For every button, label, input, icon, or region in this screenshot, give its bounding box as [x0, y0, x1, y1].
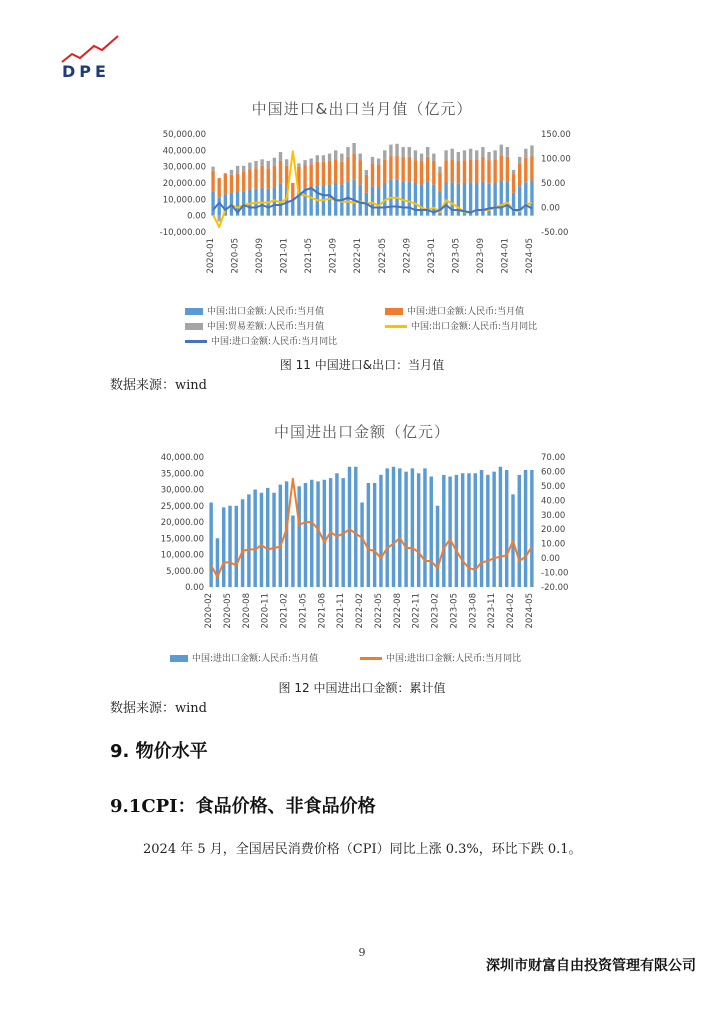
bar [518, 157, 521, 164]
bar [404, 472, 407, 587]
bar [260, 166, 263, 188]
left-tick-label: -10,000.00 [159, 228, 206, 238]
bar [408, 181, 411, 215]
bar [401, 157, 404, 182]
bar [420, 161, 423, 185]
left-tick-label: 50,000.00 [162, 130, 206, 140]
chart2-source: 数据来源：wind [110, 701, 207, 716]
x-tick-label: 2020-05 [223, 593, 234, 629]
bar [463, 160, 466, 183]
bar [398, 468, 401, 587]
bar [423, 468, 426, 587]
bar [500, 145, 503, 156]
bar [322, 155, 325, 162]
right-tick-label: -10.00 [541, 568, 569, 579]
bar [377, 187, 380, 216]
bar [389, 145, 392, 156]
x-tick-label: 2021-08 [317, 593, 328, 629]
x-tick-label: 2023-01 [426, 238, 437, 274]
bar [291, 516, 294, 588]
bar [211, 171, 214, 191]
bar [530, 145, 533, 156]
bar [401, 147, 404, 157]
bar [273, 166, 276, 187]
x-tick-label: 2022-05 [377, 238, 388, 274]
chart1-legend-0: 中国:出口金额:人民币:当月值 [185, 304, 324, 317]
x-tick-label: 2022-09 [402, 238, 413, 274]
bar [211, 191, 214, 216]
chart2-legend-0: 中国:进出口金额:人民币:当月值 [170, 651, 318, 664]
bar [247, 494, 250, 587]
bar [230, 170, 233, 175]
chart1-legend-2: 中国:贸易差额:人民币:当月值 [185, 319, 324, 332]
bar [304, 483, 307, 587]
bar [395, 144, 398, 155]
x-tick-label: 2022-05 [373, 593, 384, 629]
x-tick-label: 2022-01 [353, 238, 364, 274]
bar [417, 473, 420, 587]
chart1-title: 中国进口&出口当月值（亿元） [251, 100, 473, 118]
x-tick-label: 2024-01 [500, 238, 511, 274]
right-tick-label: 20.00 [541, 525, 566, 536]
x-tick-label: 2020-02 [204, 593, 215, 629]
x-tick-label: 2023-05 [449, 593, 460, 629]
right-tick-label: -50.00 [541, 228, 569, 238]
bar [360, 503, 363, 588]
bar [444, 160, 447, 183]
left-tick-label: 40,000.00 [160, 453, 204, 463]
bar [457, 152, 460, 161]
bar [469, 182, 472, 215]
bar [383, 159, 386, 183]
bar [303, 160, 306, 165]
bar [505, 470, 508, 587]
bar [512, 174, 515, 193]
left-tick-label: 20,000.00 [162, 179, 206, 189]
body-paragraph: 2024 年 5 月，全国居民消费价格（CPI）同比上涨 0.3%，环比下跌 0.1。 [143, 842, 582, 857]
bar [492, 472, 495, 587]
bar [218, 198, 221, 216]
bar [506, 147, 509, 157]
bar [401, 181, 404, 215]
right-tick-label: 150.00 [541, 130, 571, 140]
left-tick-label: 10,000.00 [160, 550, 204, 561]
right-tick-label: 100.00 [541, 154, 571, 165]
bar [518, 475, 521, 587]
bar [322, 162, 325, 186]
chart1-legend-1: 中国:进口金额:人民币:当月值 [385, 304, 524, 317]
bar [408, 147, 411, 157]
bar [297, 486, 300, 587]
bar [346, 157, 349, 182]
bar [222, 507, 225, 587]
bar [235, 506, 238, 587]
bar [432, 154, 435, 161]
bar [272, 493, 275, 587]
x-tick-label: 2024-05 [524, 593, 535, 629]
company-name: 深圳市财富自由投资管理有限公司 [486, 958, 696, 974]
right-tick-label: -20.00 [541, 583, 569, 593]
bar [500, 181, 503, 216]
bar [493, 159, 496, 183]
bar [218, 178, 221, 198]
bar [309, 187, 312, 216]
bar [236, 173, 239, 192]
x-tick-label: 2022-08 [392, 593, 403, 629]
page-number: 9 [358, 946, 366, 959]
x-tick-label: 2021-05 [298, 593, 309, 629]
bar [518, 163, 521, 186]
x-tick-label: 2020-05 [230, 238, 241, 274]
bar [420, 154, 423, 161]
bar [340, 162, 343, 185]
bar [316, 162, 319, 186]
bar [242, 191, 245, 216]
bar [310, 480, 313, 587]
bar [395, 155, 398, 180]
x-tick-label: 2024-05 [524, 238, 535, 274]
series-line [211, 479, 532, 577]
bar [303, 165, 306, 188]
chart1-source: 数据来源：wind [110, 378, 207, 393]
bar [480, 470, 483, 587]
bar [436, 506, 439, 587]
bar [253, 490, 256, 588]
bar [500, 155, 503, 180]
bar [316, 155, 319, 162]
bar [493, 150, 496, 159]
bar [448, 477, 451, 588]
bar [285, 159, 288, 166]
bar [469, 159, 472, 182]
bar [359, 154, 362, 161]
chart2-caption: 图 12 中国进出口金额：累计值 [278, 681, 446, 695]
bar [291, 199, 294, 215]
bar [291, 183, 294, 199]
right-tick-label: 10.00 [541, 539, 566, 550]
bar [279, 161, 282, 184]
right-tick-label: 50.00 [541, 481, 566, 492]
bar [328, 185, 331, 216]
bar [512, 170, 515, 174]
bar [248, 169, 251, 189]
bar [438, 172, 441, 191]
bar [242, 166, 245, 172]
bar [224, 174, 227, 194]
right-tick-label: 40.00 [541, 496, 566, 507]
bar [241, 499, 244, 587]
right-tick-label: 70.00 [541, 453, 566, 463]
bar [266, 488, 269, 587]
bar [524, 182, 527, 215]
right-tick-label: 0.00 [541, 554, 560, 565]
bar [242, 172, 245, 192]
bar [455, 475, 458, 587]
left-tick-label: 20,000.00 [160, 518, 204, 528]
bar [444, 150, 447, 160]
bar [377, 159, 380, 165]
bar [328, 161, 331, 185]
bar [426, 147, 429, 157]
left-tick-label: 40,000.00 [162, 146, 206, 157]
bar [352, 143, 355, 154]
bar [530, 156, 533, 181]
x-tick-label: 2021-01 [279, 238, 290, 274]
bar [297, 163, 300, 166]
bar [365, 175, 368, 193]
bar [224, 173, 227, 174]
bar [481, 157, 484, 182]
bar [309, 159, 312, 165]
bar [236, 166, 239, 173]
bar [411, 468, 414, 587]
bar [383, 150, 386, 159]
bar [340, 154, 343, 162]
chart2-title: 中国进出口金额（亿元） [273, 423, 450, 441]
right-tick-label: 30.00 [541, 510, 566, 521]
x-tick-label: 2023-05 [451, 238, 462, 274]
bar [218, 216, 221, 222]
chart1-legend-4: 中国:进口金额:人民币:当月同比 [185, 334, 337, 347]
bar [323, 480, 326, 587]
chart2-legend-1: 中国:进出口金额:人民币:当月同比 [360, 651, 521, 664]
bar [267, 161, 270, 168]
bar [348, 467, 351, 587]
bar [408, 157, 411, 182]
bar [430, 477, 433, 588]
bar [512, 193, 515, 216]
bar [309, 164, 312, 187]
bar [506, 181, 509, 215]
bar [267, 168, 270, 188]
x-tick-label: 2024-02 [505, 593, 516, 629]
left-tick-label: 15,000.00 [160, 534, 204, 545]
bar [335, 473, 338, 587]
left-tick-label: 30,000.00 [162, 162, 206, 173]
bar [530, 470, 533, 587]
chart1-legend-3: 中国:出口金额:人民币:当月同比 [385, 319, 537, 332]
bar [506, 157, 509, 182]
bar [414, 150, 417, 160]
bar [487, 160, 490, 184]
bar [499, 467, 502, 587]
bar [373, 483, 376, 587]
bar [216, 538, 219, 587]
right-tick-label: 50.00 [541, 179, 566, 189]
bar [334, 159, 337, 183]
bar [389, 156, 392, 180]
chart1-caption: 图 11 中国进口&出口：当月值 [279, 358, 445, 372]
bar [426, 157, 429, 182]
bar [354, 467, 357, 587]
left-tick-label: 25,000.00 [160, 501, 204, 512]
bar [352, 180, 355, 216]
right-tick-label: 0.00 [541, 203, 560, 214]
bar [467, 473, 470, 587]
x-tick-label: 2023-02 [430, 593, 441, 629]
bar [328, 154, 331, 161]
x-tick-label: 2020-11 [260, 593, 271, 629]
x-tick-label: 2023-08 [468, 593, 479, 629]
bar [209, 503, 212, 588]
bar [379, 475, 382, 587]
left-tick-label: 0.00 [185, 583, 204, 593]
bar [530, 181, 533, 216]
bar [279, 485, 282, 587]
bar [334, 150, 337, 159]
bar [316, 481, 319, 587]
bar [420, 185, 423, 216]
bar [371, 157, 374, 164]
bar [524, 470, 527, 587]
section-heading: 9. 物价水平 [110, 741, 208, 762]
subsection-heading: 9.1CPI：食品价格、非食品价格 [110, 796, 376, 817]
left-tick-label: 35,000.00 [160, 469, 204, 480]
bar [475, 159, 478, 183]
bar [346, 147, 349, 157]
bar [367, 483, 370, 587]
bar [475, 150, 478, 159]
bar [469, 149, 472, 160]
logo-text: DPE [62, 62, 110, 81]
bar [230, 175, 233, 193]
x-tick-label: 2022-11 [411, 593, 422, 629]
bar [493, 183, 496, 216]
bar [279, 152, 282, 161]
bar [486, 475, 489, 587]
bar [524, 149, 527, 158]
x-tick-label: 2020-08 [241, 593, 252, 629]
left-tick-label: 10,000.00 [162, 195, 206, 206]
bar [432, 161, 435, 185]
bar [359, 160, 362, 185]
bar [481, 147, 484, 157]
bar [451, 149, 454, 160]
logo-swoosh-icon [62, 36, 118, 62]
bar [273, 158, 276, 166]
x-tick-label: 2023-11 [487, 593, 498, 629]
x-tick-label: 2021-11 [336, 593, 347, 629]
x-tick-label: 2023-09 [475, 238, 486, 274]
bar [392, 467, 395, 587]
x-tick-label: 2020-01 [206, 238, 217, 274]
bar [254, 168, 257, 188]
bar [371, 163, 374, 186]
bar [279, 184, 282, 216]
bar [385, 468, 388, 587]
bar [260, 493, 263, 587]
bar [365, 170, 368, 175]
bar [211, 167, 214, 171]
bar [352, 154, 355, 180]
bar [457, 161, 460, 184]
bar [461, 473, 464, 587]
bar [248, 163, 251, 170]
bar [260, 159, 263, 166]
x-tick-label: 2020-09 [255, 238, 266, 274]
x-tick-label: 2021-09 [328, 238, 339, 274]
chart1 [140, 122, 600, 282]
bar [228, 506, 231, 587]
left-tick-label: 0.00 [187, 211, 206, 222]
x-tick-label: 2021-02 [279, 593, 290, 629]
bar [438, 167, 441, 173]
bar [359, 185, 362, 216]
bar [254, 161, 257, 168]
bar [451, 159, 454, 182]
bar [463, 150, 466, 160]
bar [487, 152, 490, 160]
right-tick-label: 60.00 [541, 467, 566, 478]
chart2 [140, 447, 600, 637]
bar [442, 475, 445, 587]
x-tick-label: 2022-02 [355, 593, 366, 629]
left-tick-label: 5,000.00 [166, 566, 204, 577]
bar [377, 164, 380, 187]
x-tick-label: 2021-05 [304, 238, 315, 274]
bar [524, 158, 527, 183]
bar [371, 186, 374, 215]
bar [414, 160, 417, 183]
left-tick-label: 30,000.00 [160, 485, 204, 496]
